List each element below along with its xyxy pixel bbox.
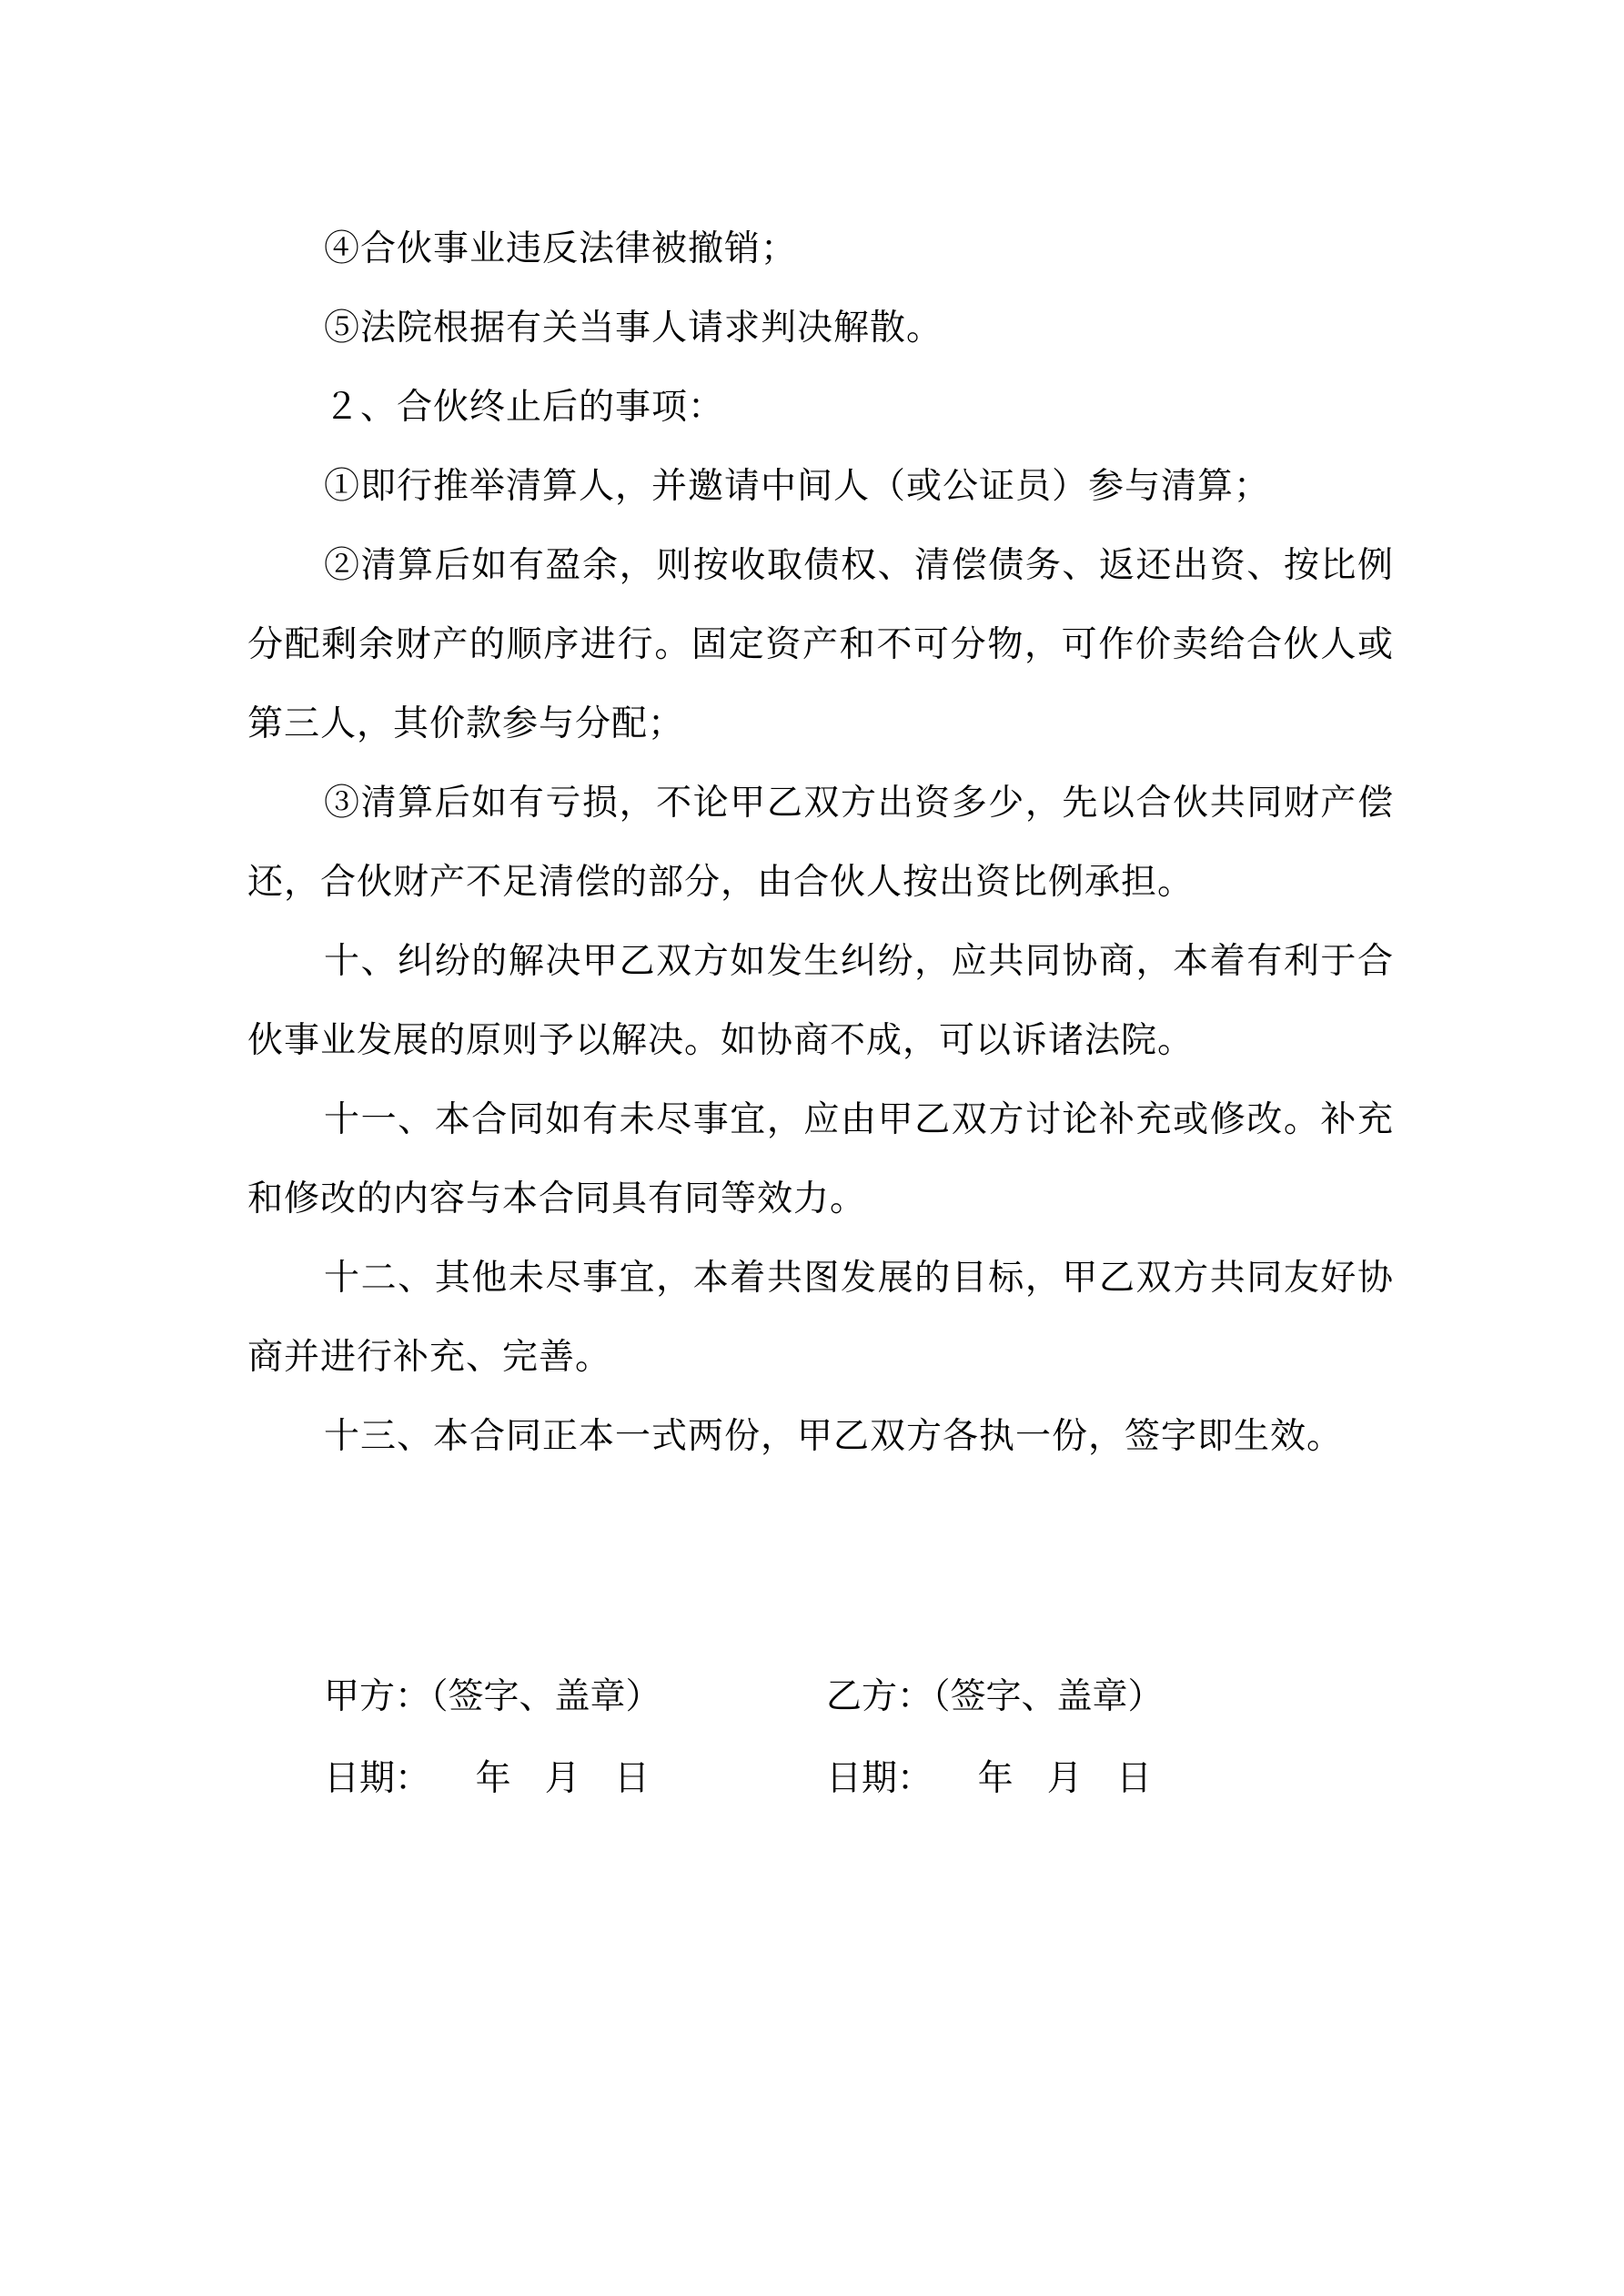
party-b-date: 日期： 年 月 日 [826, 1758, 1152, 1799]
party-a-date: 日期： 年 月 日 [324, 1758, 650, 1799]
clause-after-termination-item-2: ②清算后如有盈余，则按收取债权、清偿债务、返还出资、按比例分配剩余财产的顺序进行。固定资产和不可分物，可作价卖给合伙人或第三人，其价款参与分配； [247, 545, 1394, 744]
clause-dissolution-item-5: ⑤法院根据有关当事人请求判决解散。 [324, 308, 943, 349]
date-row [324, 1738, 1325, 1820]
signature-row [324, 1656, 1325, 1738]
signature-block [324, 1656, 1325, 1820]
clause-11-amendments: 十一、本合同如有未尽事宜，应由甲乙双方讨论补充或修改。补充和修改的内容与本合同具有同等效力。 [247, 1099, 1394, 1219]
clause-dissolution-item-4: ④合伙事业违反法律被撤销； [324, 228, 798, 269]
clause-12-other-matters: 十二、其他未尽事宜，本着共图发展的目标，甲乙双方共同友好协商并进行补充、完善。 [247, 1258, 1394, 1378]
party-b-signature: 乙方：（签字、盖章） [826, 1676, 1164, 1717]
clause-after-termination-item-1: ①即行推举清算人，并邀请中间人（或公证员）参与清算； [324, 466, 1271, 507]
clause-after-termination-heading: ２、合伙终止后的事项： [324, 387, 725, 428]
contract-body [247, 209, 1394, 1476]
clause-13-copies: 十三、本合同正本一式两份，甲乙双方各执一份，签字即生效。 [324, 1416, 1344, 1457]
clause-10-dispute-resolution: 十、纠纷的解决甲乙双方如发生纠纷，应共同协商，本着有利于合伙事业发展的原则予以解决。如协商不成，可以诉诸法院。 [247, 941, 1394, 1061]
party-a-signature: 甲方：（签字、盖章） [324, 1676, 661, 1717]
clause-after-termination-item-3: ③清算后如有亏损，不论甲乙双方出资多少，先以合伙共同财产偿还，合伙财产不足清偿的部分，由合伙人按出资比例承担。 [247, 783, 1394, 903]
